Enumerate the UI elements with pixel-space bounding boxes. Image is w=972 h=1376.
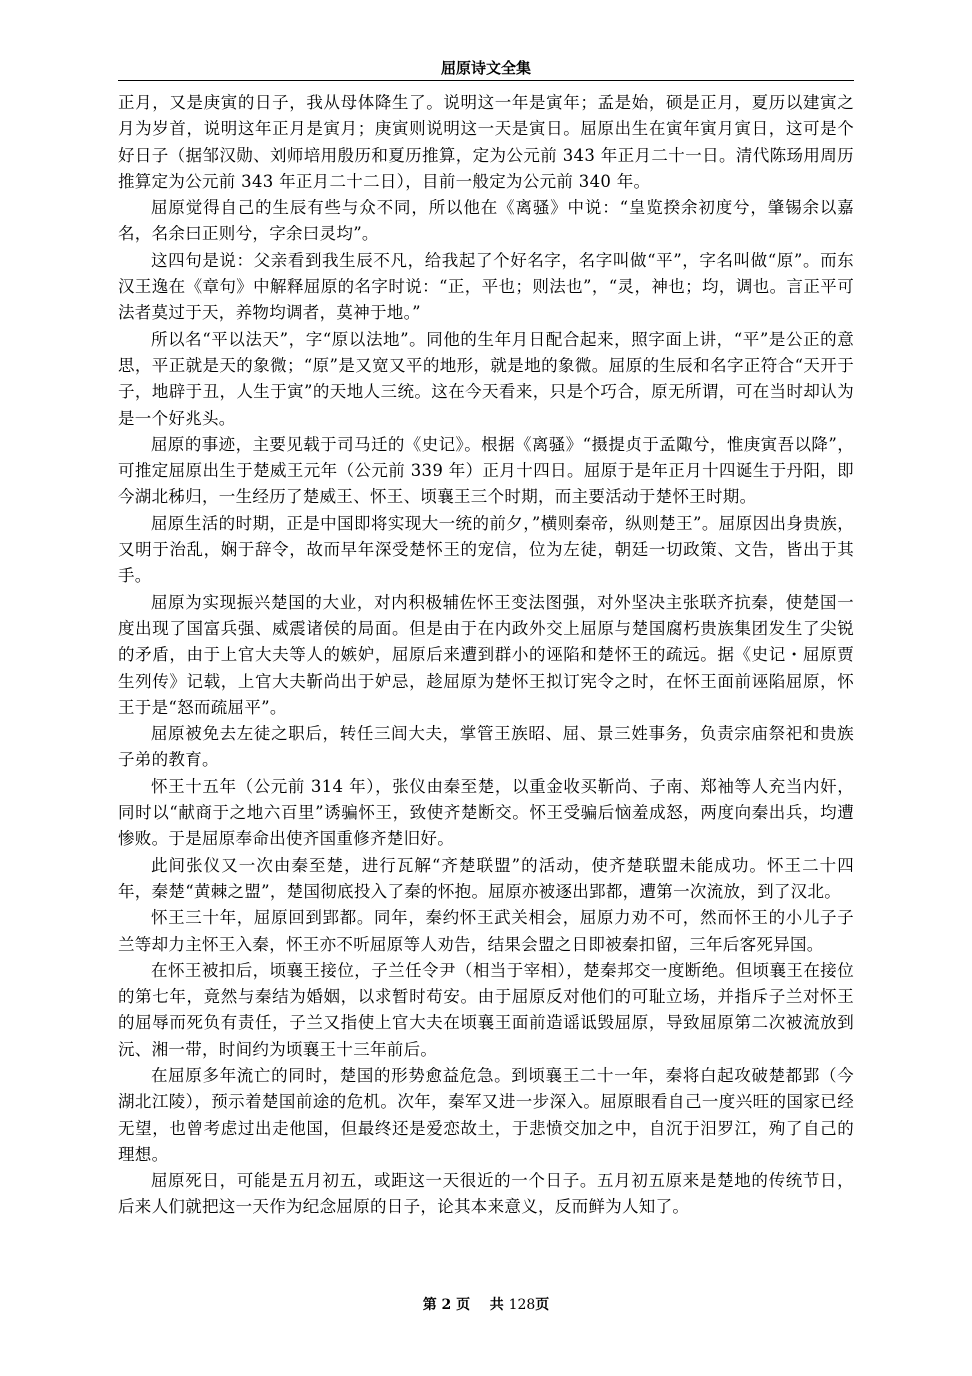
paragraph: 在怀王被扣后，顷襄王接位，子兰任令尹（相当于宰相），楚秦邦交一度断绝。但顷襄王在接位的第七年，竟然与秦结为婚姻，以求暂时苟安。由于屈原反对他们的可耻立场，并指斥子兰对怀王的屈辱而死负有责任，子兰又指使上官大夫在顷襄王面前造谣诋毁屈原，导致屈原第二次被流放到沅、湘一带，时间约为顷襄王十三年前后。 — [118, 960, 854, 1059]
paragraph: 所以名“平以法天”，字“原以法地”。同他的生年月日配合起来，照字面上讲，“平”是公正的意思，平正就是天的象微；“原”是又宽又平的地形，就是地的象微。屈原的生辰和名字正符合“天开于子，地辟于丑，人生于寅”的天地人三统。这在今天看来，只是个巧合，原无所谓，可在当时却认为是一个好兆头。 — [118, 329, 854, 428]
paragraph: 怀王三十年，屈原回到郢都。同年，秦约怀王武关相会，屈原力劝不可，然而怀王的小儿子子兰等却力主怀王入秦，怀王亦不听屈原等人劝告，结果会盟之日即被秦扣留，三年后客死异国。 — [118, 908, 854, 954]
total-suffix: 页 — [535, 1297, 550, 1313]
total-pages: 128 — [508, 1297, 536, 1313]
paragraph: 屈原死日，可能是五月初五，或距这一天很近的一个日子。五月初五原来是楚地的传统节日，后来人们就把这一天作为纪念屈原的日子，论其本来意义，反而鲜为人知了。 — [118, 1171, 854, 1217]
total-prefix: 共 — [489, 1297, 504, 1313]
paragraph: 屈原的事迹，主要见载于司马迁的《史记》。根据《离骚》“摄提贞于孟陬兮，惟庚寅吾以降”，可推定屈原出生于楚威王元年（公元前 339 年）正月十四日。屈原于是年正月十四诞生于丹阳，即今湖北秭归，一生经历了楚威王、怀王、顷襄王三个时期，而主要活动于楚怀王时期。 — [118, 434, 854, 507]
page-footer — [0, 1294, 972, 1314]
paragraph: 怀王十五年（公元前 314 年），张仪由秦至楚，以重金收买靳尚、子南、郑袖等人充当内奸，同时以“献商于之地六百里”诱骗怀王，致使齐楚断交。怀王受骗后恼羞成怒，两度向秦出兵，均遭惨败。于是屈原奉命出使齐国重修齐楚旧好。 — [118, 776, 854, 849]
paragraph: 这四句是说：父亲看到我生辰不凡，给我起了个好名字，名字叫做“平”，字名叫做“原”。而东汉王逸在《章句》中解释屈原的名字时说：“正，平也；则法也”，“灵，神也；均，调也。言正平可法者莫过于天，养物均调者，莫神于地。” — [118, 250, 854, 323]
paragraph: 屈原生活的时期，正是中国即将实现大一统的前夕，”横则秦帝，纵则楚王”。屈原因出身贵族，又明于治乱，娴于辞令，故而早年深受楚怀王的宠信，位为左徒，朝廷一切政策、文告，皆出于其手。 — [118, 513, 854, 586]
paragraph: 此间张仪又一次由秦至楚，进行瓦解“齐楚联盟”的活动，使齐楚联盟未能成功。怀王二十四年，秦楚“黄棘之盟”，楚国彻底投入了秦的怀抱。屈原亦被逐出郢都，遭第一次流放，到了汉北。 — [118, 855, 854, 901]
page-number: 第 2 页 — [422, 1297, 471, 1313]
body-text — [118, 90, 854, 1221]
paragraph: 屈原为实现振兴楚国的大业，对内积极辅佐怀王变法图强，对外坚决主张联齐抗秦，使楚国一度出现了国富兵强、威震诸侯的局面。但是由于在内政外交上屈原与楚国腐朽贵族集团发生了尖锐的矛盾，由于上官大夫等人的嫉妒，屈原后来遭到群小的诬陷和楚怀王的疏远。据《史记・屈原贾生列传》记载，上官大夫靳尚出于妒忌，趁屈原为楚怀王拟订宪令之时，在怀王面前诬陷屈原，怀王于是“怒而疏屈平”。 — [118, 592, 854, 717]
page-header: 屈原诗文全集 — [118, 58, 854, 81]
paragraph: 在屈原多年流亡的同时，楚国的形势愈益危急。到顷襄王二十一年，秦将白起攻破楚都郢（今湖北江陵），预示着楚国前途的危机。次年，秦军又进一步深入。屈原眼看自己一度兴旺的国家已经无望，也曾考虑过出走他国，但最终还是爱恋故土，于悲愤交加之中，自沉于汨罗江，殉了自己的理想。 — [118, 1065, 854, 1164]
paragraph: 屈原觉得自己的生辰有些与众不同，所以他在《离骚》中说：“皇览揆余初度兮，肇锡余以嘉名，名余曰正则兮，字余曰灵均”。 — [118, 198, 854, 244]
paragraph: 正月，又是庚寅的日子，我从母体降生了。说明这一年是寅年；孟是始，硕是正月，夏历以建寅之月为岁首，说明这年正月是寅月；庚寅则说明这一天是寅日。屈原出生在寅年寅月寅日，这可是个好日子（据邹汉勋、刘师培用殷历和夏历推算，定为公元前 343 年正月二十一日。清代陈玚用周历推算定为公元前 343 年正月二十二日），目前一般定为公元前 340 年。 — [118, 93, 854, 191]
paragraph: 屈原被免去左徒之职后，转任三闾大夫，掌管王族昭、屈、景三姓事务，负责宗庙祭祀和贵族子弟的教育。 — [118, 724, 854, 770]
